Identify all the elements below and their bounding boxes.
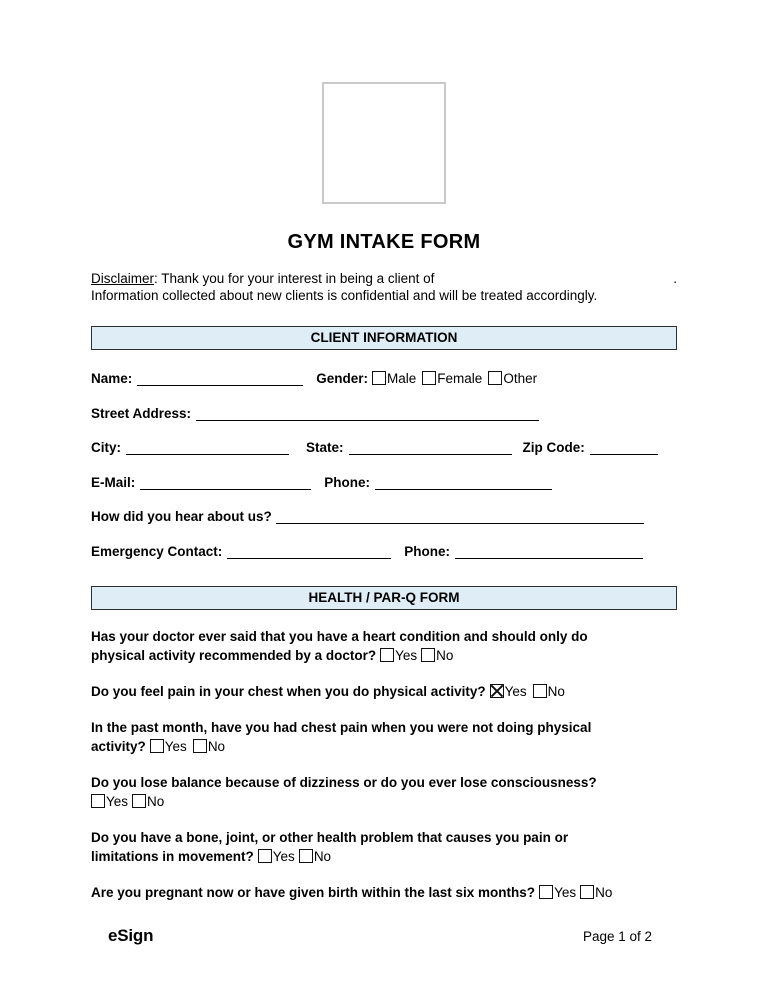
disclaimer-label: Disclaimer: [91, 271, 155, 286]
hear-about-us-label: How did you hear about us?: [91, 509, 272, 524]
emergency-phone-input-line[interactable]: [455, 545, 643, 559]
disclaimer-sentence: : Thank you for your interest in being a client of: [154, 271, 435, 286]
page-number: Page 1 of 2: [582, 929, 652, 944]
zip-code-input-line[interactable]: [590, 441, 658, 455]
page-footer: [108, 926, 652, 946]
no-checkbox[interactable]: [533, 684, 547, 698]
name-label: Name:: [91, 371, 133, 386]
street-address-row: [91, 406, 677, 426]
yes-label: Yes: [504, 683, 527, 699]
disclaimer-line2: Information collected about new clients is confidential and will be treated accordingly.: [91, 287, 598, 303]
yes-checkbox[interactable]: [490, 684, 504, 698]
gender-label: Gender:: [316, 371, 369, 386]
phone-label: Phone:: [324, 474, 371, 490]
name-gender-row: [91, 371, 677, 391]
question-text-line2: activity?: [91, 738, 146, 754]
question-text-line1: Do you lose balance because of dizziness or do you ever lose consciousness?: [91, 774, 597, 790]
question-text-line1: Do you have a bone, joint, or other health problem that causes you pain or: [91, 829, 569, 845]
disclaimer: [91, 271, 677, 304]
gender-other-checkbox[interactable]: [488, 371, 502, 385]
street-address-input-line[interactable]: [196, 407, 539, 421]
no-checkbox[interactable]: [193, 739, 207, 753]
no-label: No: [436, 647, 454, 663]
emergency-phone-label: Phone:: [404, 543, 451, 559]
hear-about-us-input-line[interactable]: [276, 510, 644, 524]
zip-code-label: Zip Code:: [522, 440, 585, 455]
no-label: No: [595, 884, 613, 900]
yes-checkbox[interactable]: [91, 794, 105, 808]
state-label: State:: [306, 440, 344, 455]
no-label: No: [313, 848, 332, 864]
no-checkbox[interactable]: [299, 849, 313, 863]
gender-male-checkbox[interactable]: [372, 371, 386, 385]
disclaimer-text: [91, 271, 434, 288]
hear-about-us-row: [91, 509, 677, 529]
yes-label: Yes: [272, 848, 295, 864]
question-heart-condition: [91, 627, 677, 665]
client-information-fields: [91, 371, 677, 564]
disclaimer-period: .: [673, 271, 677, 286]
yes-label: Yes: [554, 884, 577, 900]
yes-checkbox[interactable]: [258, 849, 272, 863]
yes-label: Yes: [395, 647, 418, 663]
no-checkbox[interactable]: [421, 648, 435, 662]
gender-male-label: Male: [387, 371, 417, 386]
yes-checkbox[interactable]: [380, 648, 394, 662]
gender-female-label: Female: [437, 371, 483, 386]
no-checkbox[interactable]: [132, 794, 146, 808]
gender-other-label: Other: [503, 371, 538, 386]
email-input-line[interactable]: [140, 476, 311, 490]
name-input-line[interactable]: [137, 372, 303, 386]
email-label: E-Mail:: [91, 474, 136, 490]
esign-logo: eSign: [108, 926, 154, 945]
yes-label: Yes: [106, 793, 129, 809]
question-text-line1: Are you pregnant now or have given birth within the last six months?: [91, 884, 536, 900]
gender-female-checkbox[interactable]: [422, 371, 436, 385]
emergency-contact-row: [91, 544, 677, 564]
yes-checkbox[interactable]: [539, 885, 553, 899]
question-chest-pain-rest: [91, 718, 677, 756]
question-text-line1: In the past month, have you had chest pain when you were not doing physical: [91, 719, 592, 735]
question-pregnant: [91, 883, 677, 902]
no-label: No: [147, 793, 165, 809]
section-header-client-information: CLIENT INFORMATION: [91, 326, 677, 350]
no-label: No: [547, 683, 565, 699]
question-bone-joint: [91, 828, 677, 866]
emergency-contact-label: Emergency Contact:: [91, 543, 223, 559]
question-text-line2: physical activity recommended by a doctor?: [91, 647, 377, 663]
city-label: City:: [91, 440, 121, 455]
no-checkbox[interactable]: [580, 885, 594, 899]
city-state-zip-row: [91, 440, 677, 460]
logo-placeholder-box: [322, 82, 446, 204]
yes-checkbox[interactable]: [150, 739, 164, 753]
street-address-label: Street Address:: [91, 405, 192, 421]
question-text-line2: limitations in movement?: [91, 848, 254, 864]
email-phone-row: [91, 475, 677, 495]
question-text-line1: Do you feel pain in your chest when you do physical activity?: [91, 683, 486, 699]
page-title: GYM INTAKE FORM: [287, 231, 481, 253]
health-parq-questions: [91, 627, 677, 902]
no-label: No: [207, 738, 226, 754]
state-input-line[interactable]: [349, 441, 512, 455]
city-input-line[interactable]: [126, 441, 289, 455]
question-dizziness: [91, 773, 677, 811]
phone-input-line[interactable]: [375, 476, 552, 490]
emergency-contact-input-line[interactable]: [227, 545, 391, 559]
question-text-line1: Has your doctor ever said that you have a heart condition and should only do: [91, 628, 588, 644]
yes-label: Yes: [164, 738, 187, 754]
section-header-health-parq: HEALTH / PAR-Q FORM: [91, 586, 677, 610]
question-chest-pain-activity: [91, 682, 677, 701]
